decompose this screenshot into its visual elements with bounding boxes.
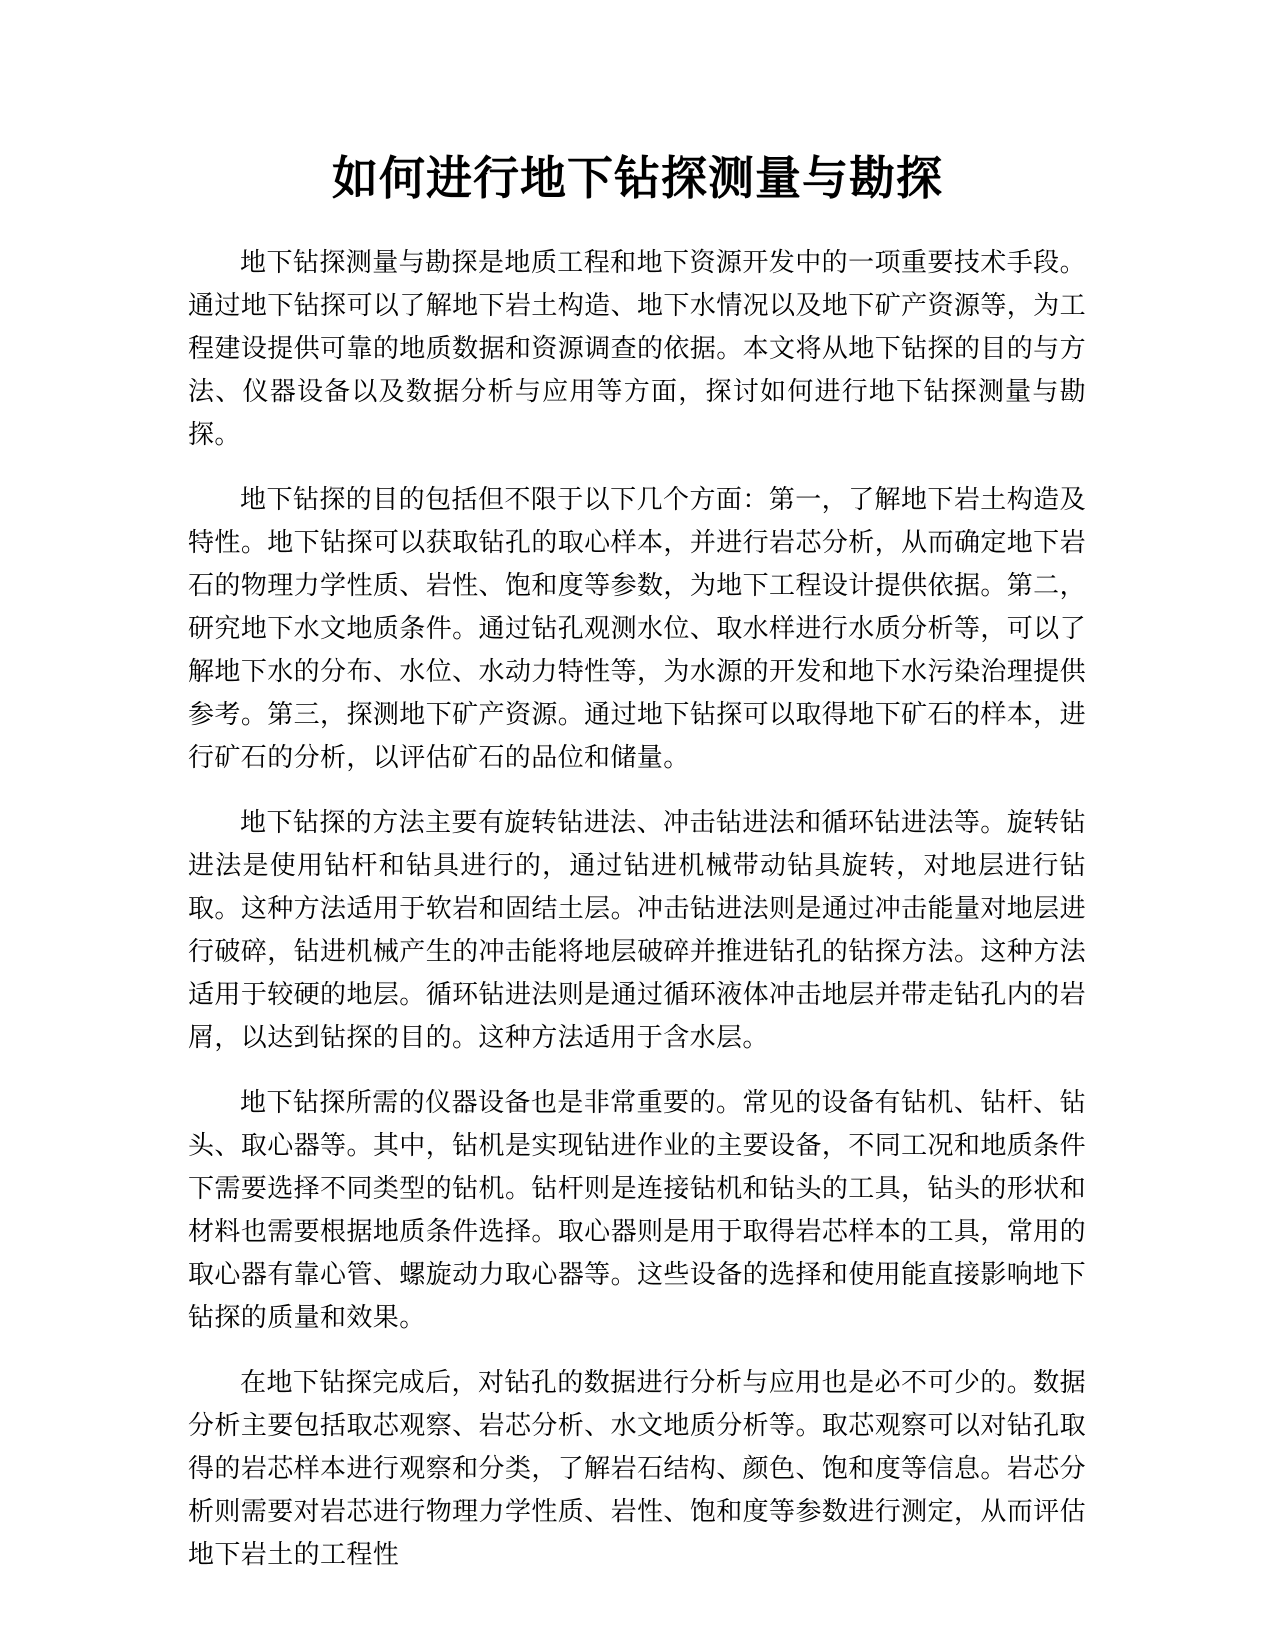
paragraph-intro: 地下钻探测量与勘探是地质工程和地下资源开发中的一项重要技术手段。通过地下钻探可以了解地下岩土构造、地下水情况以及地下矿产资源等，为工程建设提供可靠的地质数据和资源调查的依据。本文将从地下钻探的目的与方法、仪器设备以及数据分析与应用等方面，探讨如何进行地下钻探测量与勘探。: [188, 248, 1086, 450]
document-body: [188, 242, 1086, 1599]
paragraph-data-analysis: 在地下钻探完成后，对钻孔的数据进行分析与应用也是必不可少的。数据分析主要包括取芯观察、岩芯分析、水文地质分析等。取芯观察可以对钻孔取得的岩芯样本进行观察和分类，了解岩石结构、颜色、饱和度等信息。岩芯分析则需要对岩芯进行物理力学性质、岩性、饱和度等参数进行测定，从而评估地下岩土的工程性: [188, 1368, 1086, 1570]
paragraph-methods: 地下钻探的方法主要有旋转钻进法、冲击钻进法和循环钻进法等。旋转钻进法是使用钻杆和钻具进行的，通过钻进机械带动钻具旋转，对地层进行钻取。这种方法适用于软岩和固结土层。冲击钻进法则是通过冲击能量对地层进行破碎，钻进机械产生的冲击能将地层破碎并推进钻孔的钻探方法。这种方法适用于较硬的地层。循环钻进法则是通过循环液体冲击地层并带走钻孔内的岩屑，以达到钻探的目的。这种方法适用于含水层。: [188, 808, 1086, 1053]
document-title: 如何进行地下钻探测量与勘探: [332, 151, 943, 205]
paragraph-purposes: 地下钻探的目的包括但不限于以下几个方面：第一，了解地下岩土构造及特性。地下钻探可以获取钻孔的取心样本，并进行岩芯分析，从而确定地下岩石的物理力学性质、岩性、饱和度等参数，为地下工程设计提供依据。第二，研究地下水文地质条件。通过钻孔观测水位、取水样进行水质分析等，可以了解地下水的分布、水位、水动力特性等，为水源的开发和地下水污染治理提供参考。第三，探测地下矿产资源。通过地下钻探可以取得地下矿石的样本，进行矿石的分析，以评估矿石的品位和储量。: [188, 485, 1086, 773]
paragraph-equipment: 地下钻探所需的仪器设备也是非常重要的。常见的设备有钻机、钻杆、钻头、取心器等。其中，钻机是实现钻进作业的主要设备，不同工况和地质条件下需要选择不同类型的钻机。钻杆则是连接钻机和钻头的工具，钻头的形状和材料也需要根据地质条件选择。取心器则是用于取得岩芯样本的工具，常用的取心器有靠心管、螺旋动力取心器等。这些设备的选择和使用能直接影响地下钻探的质量和效果。: [188, 1088, 1086, 1333]
